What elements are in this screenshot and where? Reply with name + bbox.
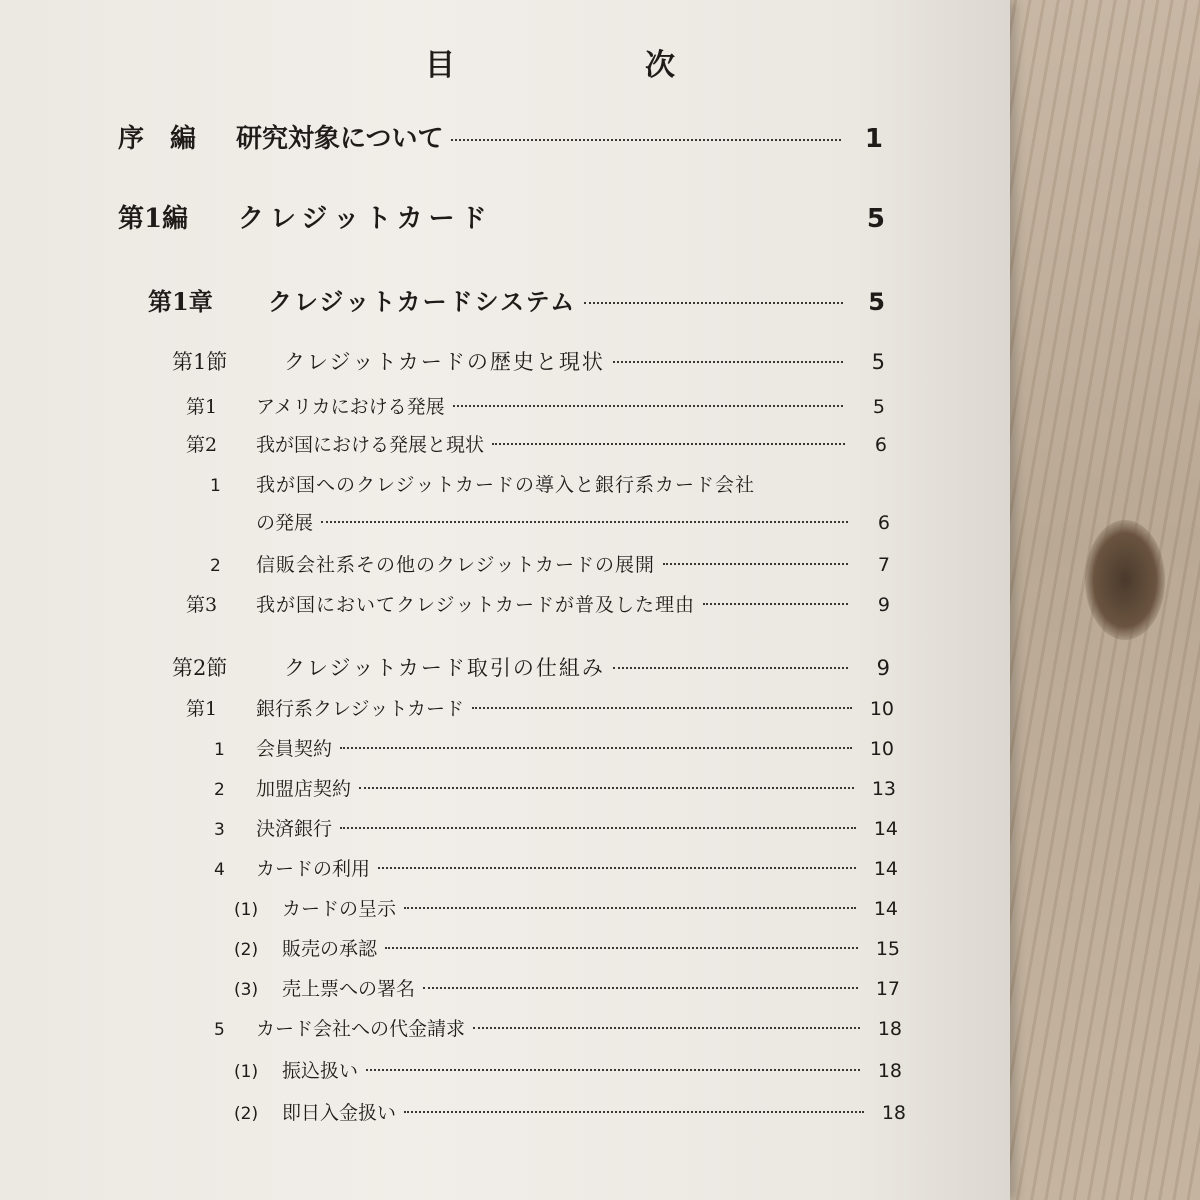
entry-number: 2 bbox=[210, 556, 221, 576]
leader-dots bbox=[340, 747, 852, 749]
toc-entry-item bbox=[214, 1014, 902, 1041]
entry-page: 13 bbox=[871, 778, 896, 800]
toc-entry-item bbox=[214, 854, 898, 881]
leader-dots bbox=[703, 603, 848, 605]
entry-page: 1 bbox=[864, 124, 883, 154]
entry-title: 研究対象について bbox=[236, 124, 444, 154]
toc-entry-section bbox=[172, 346, 885, 376]
entry-number: 第2 bbox=[186, 434, 218, 456]
entry-title: カードの利用 bbox=[256, 858, 371, 880]
leader-dots bbox=[453, 405, 843, 407]
leader-dots bbox=[663, 563, 848, 565]
entry-page: 10 bbox=[869, 738, 894, 760]
entry-number: 1 bbox=[210, 476, 221, 496]
entry-page: 5 bbox=[868, 288, 885, 316]
wood-knot bbox=[1085, 520, 1165, 640]
toc-entry-subsection bbox=[186, 392, 885, 419]
entry-title: 加盟店契約 bbox=[256, 778, 352, 800]
toc-entry-item bbox=[214, 814, 898, 841]
entry-number: 序 編 bbox=[118, 124, 197, 154]
leader-dots bbox=[584, 302, 843, 304]
entry-number: 3 bbox=[214, 820, 225, 840]
leader-dots bbox=[340, 827, 856, 829]
entry-number: (1) bbox=[234, 1062, 259, 1082]
toc-entry-subsection bbox=[186, 694, 894, 721]
entry-page: 18 bbox=[877, 1018, 902, 1040]
entry-number: 第1 bbox=[186, 396, 218, 418]
leader-dots bbox=[378, 867, 856, 869]
entry-title: 我が国へのクレジットカードの導入と銀行系カード会社 bbox=[256, 474, 755, 496]
entry-title: 振込扱い bbox=[282, 1060, 359, 1082]
entry-title: カード会社への代金請求 bbox=[256, 1018, 466, 1040]
entry-page: 5 bbox=[872, 396, 885, 418]
toc-entry-subitem bbox=[234, 1098, 906, 1125]
entry-page: 15 bbox=[875, 938, 900, 960]
entry-title: クレジットカード取引の仕組み bbox=[284, 656, 605, 680]
leader-dots bbox=[473, 1027, 860, 1029]
entry-number: 第2節 bbox=[172, 656, 228, 680]
entry-title: カードの呈示 bbox=[282, 898, 397, 920]
leader-dots bbox=[451, 139, 841, 141]
toc-entry-chapter bbox=[148, 282, 885, 317]
entry-page: 10 bbox=[869, 698, 894, 720]
entry-title: クレジットカードシステム bbox=[268, 287, 577, 316]
toc-entry-subitem bbox=[234, 934, 900, 961]
entry-title: 販売の承認 bbox=[282, 938, 378, 960]
leader-dots bbox=[359, 787, 854, 789]
entry-number: 1 bbox=[214, 740, 225, 760]
toc-entry-preface bbox=[118, 118, 883, 155]
toc-entry-subitem bbox=[234, 1056, 902, 1083]
toc-entry-item-continued bbox=[256, 508, 890, 535]
entry-title: 銀行系クレジットカード bbox=[256, 698, 464, 720]
entry-title: 決済銀行 bbox=[256, 818, 333, 840]
leader-dots bbox=[385, 947, 858, 949]
leader-dots bbox=[404, 907, 856, 909]
entry-page: 14 bbox=[873, 858, 898, 880]
entry-page: 9 bbox=[877, 594, 890, 616]
entry-title: 会員契約 bbox=[256, 738, 333, 760]
leader-dots bbox=[613, 667, 848, 669]
toc-entry-item bbox=[214, 734, 894, 761]
entry-number: 第3 bbox=[186, 594, 218, 616]
toc-entry-subsection bbox=[186, 590, 890, 617]
entry-number: 第1編 bbox=[118, 204, 189, 234]
leader-dots bbox=[321, 521, 848, 523]
entry-page: 7 bbox=[877, 554, 890, 576]
entry-page: 6 bbox=[874, 434, 887, 456]
leader-dots bbox=[492, 443, 845, 445]
entry-number: (1) bbox=[234, 900, 259, 920]
toc-entry-subsection bbox=[186, 430, 887, 457]
entry-page: 17 bbox=[875, 978, 900, 1000]
entry-number: 5 bbox=[214, 1020, 225, 1040]
entry-title: クレジットカードの歴史と現状 bbox=[284, 350, 605, 374]
toc-entry-subitem bbox=[234, 894, 898, 921]
toc-entry-item bbox=[210, 470, 890, 497]
entry-number: 第1章 bbox=[148, 287, 213, 316]
toc-entry-item bbox=[210, 550, 890, 577]
entry-number: 第1 bbox=[186, 698, 218, 720]
leader-dots bbox=[366, 1069, 860, 1071]
entry-title: クレジットカード bbox=[238, 204, 493, 234]
entry-page: 18 bbox=[881, 1102, 906, 1124]
entry-number: (2) bbox=[234, 940, 259, 960]
entry-page: 6 bbox=[877, 512, 890, 534]
entry-title: 我が国においてクレジットカードが普及した理由 bbox=[256, 594, 695, 616]
leader-dots bbox=[404, 1111, 864, 1113]
entry-number: 4 bbox=[214, 860, 225, 880]
toc-entry-subitem bbox=[234, 974, 900, 1001]
entry-number: (2) bbox=[234, 1104, 259, 1124]
entry-title: 売上票への署名 bbox=[282, 978, 416, 1000]
toc-entry-part bbox=[118, 198, 885, 235]
entry-page: 14 bbox=[873, 818, 898, 840]
leader-dots bbox=[472, 707, 852, 709]
entry-title: 信販会社系その他のクレジットカードの展開 bbox=[256, 554, 655, 576]
entry-title: 我が国における発展と現状 bbox=[256, 434, 485, 456]
toc-entry-item bbox=[214, 774, 896, 801]
leader-dots bbox=[423, 987, 858, 989]
entry-page: 9 bbox=[876, 656, 890, 680]
entry-page: 18 bbox=[877, 1060, 902, 1082]
entry-number: 2 bbox=[214, 780, 225, 800]
toc-title: 目 次 bbox=[425, 48, 755, 83]
entry-title: 即日入金扱い bbox=[282, 1102, 397, 1124]
entry-page: 5 bbox=[871, 350, 885, 374]
toc-entry-section bbox=[172, 652, 890, 682]
entry-number: 第1節 bbox=[172, 350, 228, 374]
entry-page: 14 bbox=[873, 898, 898, 920]
entry-page: 5 bbox=[866, 204, 885, 234]
entry-title: の発展 bbox=[256, 512, 314, 534]
entry-number: (3) bbox=[234, 980, 259, 1000]
leader-dots bbox=[613, 361, 843, 363]
entry-title: アメリカにおける発展 bbox=[256, 396, 445, 418]
